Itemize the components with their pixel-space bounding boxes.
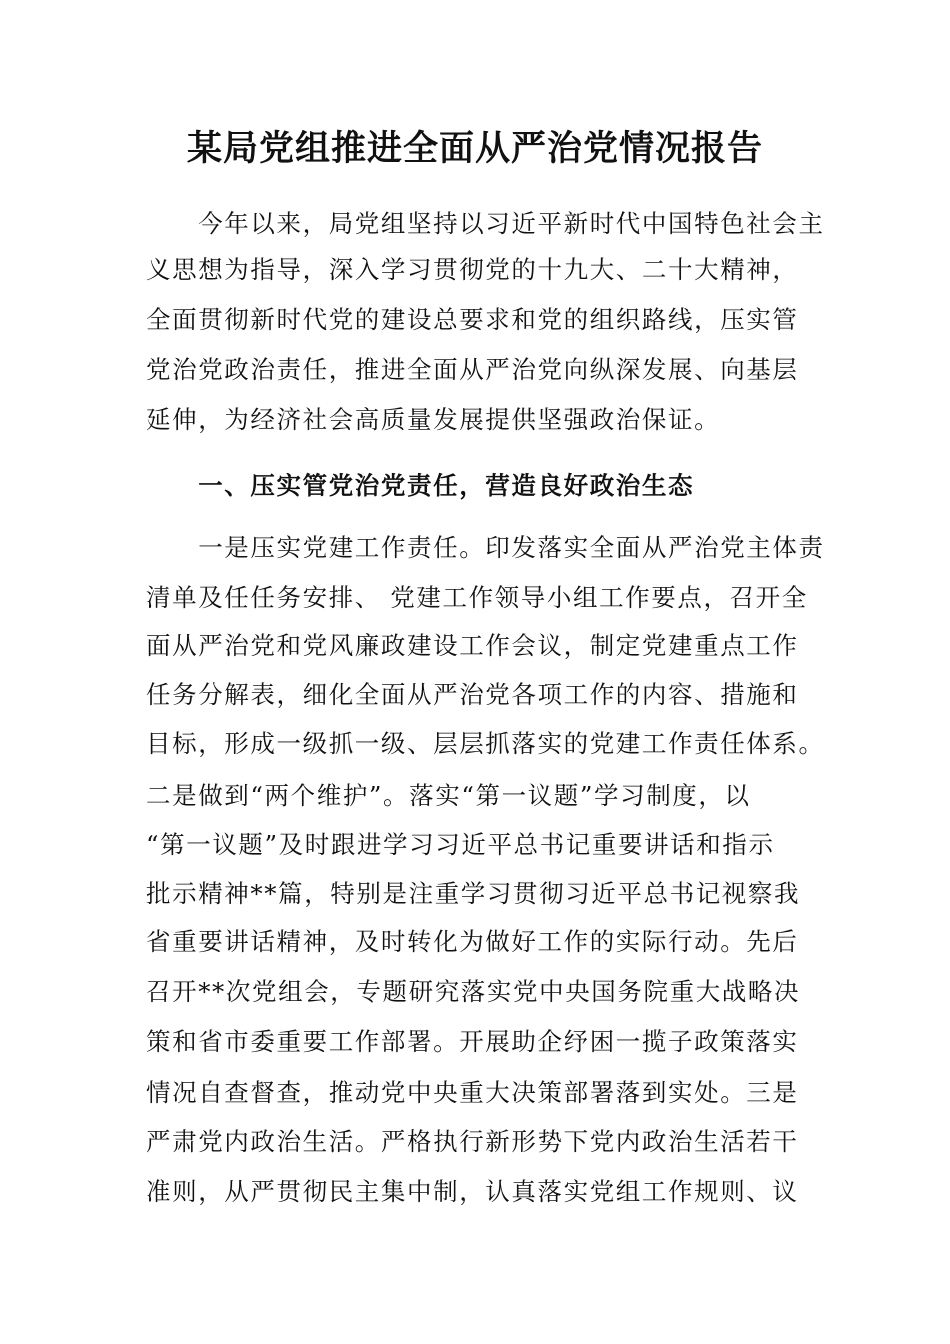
- intro-line-1: 今年以来，局党组坚持以习近平新时代中国特色社会主: [146, 209, 825, 238]
- body-line-9: 省重要讲话精神，及时转化为做好工作的实际行动。先后: [146, 927, 799, 956]
- body-line-1: 一是压实党建工作责任。印发落实全面从严治党主体责: [146, 533, 825, 562]
- intro-line-2: 义思想为指导，深入学习贯彻党的十九大、二十大精神，: [146, 255, 799, 284]
- body-line-6: 二是做到“两个维护”。落实“第一议题”学习制度，以: [146, 781, 751, 810]
- body-line-10: 召开**次党组会，专题研究落实党中央国务院重大战略决: [146, 977, 801, 1006]
- body-line-11: 策和省市委重要工作部署。开展助企纾困一揽子政策落实: [146, 1027, 799, 1056]
- body-line-4: 任务分解表，细化全面从严治党各项工作的内容、措施和: [146, 680, 799, 709]
- body-line-7: “第一议题”及时跟进学习习近平总书记重要讲话和指示: [146, 830, 775, 859]
- body-line-12: 情况自查督查，推动党中央重大决策部署落到实处。三是: [146, 1078, 799, 1107]
- intro-line-3: 全面贯彻新时代党的建设总要求和党的组织路线，压实管: [146, 305, 799, 334]
- body-line-8: 批示精神**篇，特别是注重学习贯彻习近平总书记视察我: [146, 879, 801, 908]
- body-line-3: 面从严治党和党风廉政建设工作会议，制定党建重点工作: [146, 631, 799, 660]
- document-title: 某局党组推进全面从严治党情况报告: [186, 128, 763, 169]
- body-line-13: 严肃党内政治生活。严格执行新形势下党内政治生活若干: [146, 1127, 799, 1156]
- body-line-2: 清单及任任务安排、 党建工作领导小组工作要点，召开全: [146, 583, 808, 612]
- intro-line-5: 延伸，为经济社会高质量发展提供坚强政治保证。: [146, 405, 721, 434]
- section-heading: 一、压实管党治党责任，营造良好政治生态: [146, 471, 695, 500]
- body-line-5: 目标，形成一级抓一级、层层抓落实的党建工作责任体系。: [146, 729, 825, 758]
- body-line-14: 准则，从严贯彻民主集中制，认真落实党组工作规则、议: [146, 1177, 799, 1206]
- intro-line-4: 党治党政治责任，推进全面从严治党向纵深发展、向基层: [146, 355, 799, 384]
